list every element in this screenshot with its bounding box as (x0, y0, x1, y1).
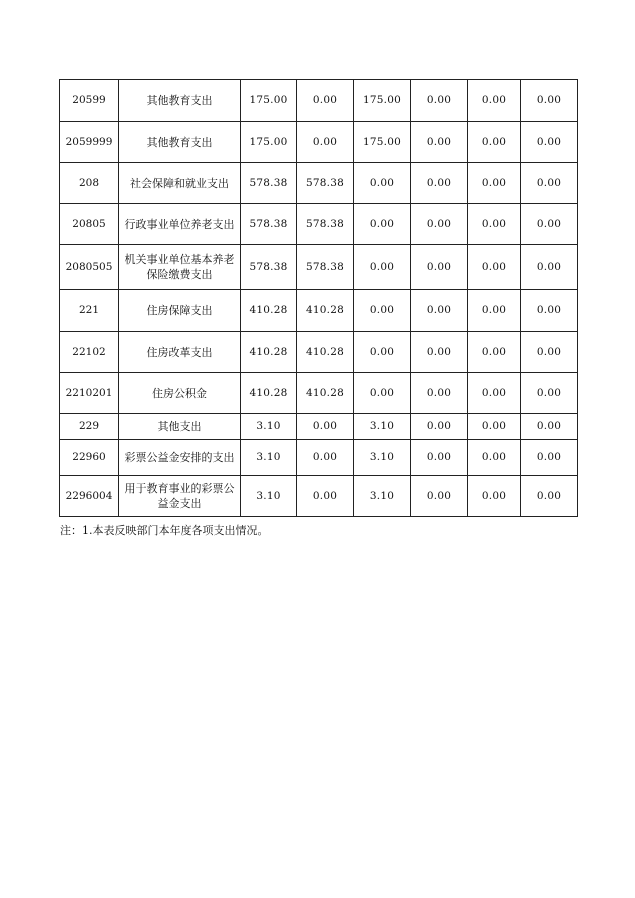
total-value: 410.28 (241, 332, 297, 373)
project-expenditure-value: 175.00 (354, 80, 411, 122)
value-col-6: 0.00 (521, 122, 578, 163)
subject-code: 20805 (60, 204, 119, 245)
total-value: 578.38 (241, 204, 297, 245)
total-value: 175.00 (241, 80, 297, 122)
value-col-5: 0.00 (468, 332, 521, 373)
subject-name: 用于教育事业的彩票公益金支出 (119, 476, 241, 517)
value-col-5: 0.00 (468, 122, 521, 163)
table-row (60, 414, 578, 440)
basic-expenditure-value: 0.00 (297, 414, 354, 440)
table-footnote: 注：1.本表反映部门本年度各项支出情况。 (60, 524, 269, 537)
subject-name: 其他支出 (119, 414, 241, 440)
project-expenditure-value: 3.10 (354, 440, 411, 476)
subject-code: 22102 (60, 332, 119, 373)
basic-expenditure-value: 0.00 (297, 476, 354, 517)
project-expenditure-value: 0.00 (354, 290, 411, 332)
total-value: 3.10 (241, 414, 297, 440)
expenditure-table (59, 79, 578, 517)
basic-expenditure-value: 410.28 (297, 290, 354, 332)
value-col-4: 0.00 (411, 476, 468, 517)
value-col-6: 0.00 (521, 245, 578, 290)
table-row (60, 163, 578, 204)
value-col-5: 0.00 (468, 204, 521, 245)
value-col-5: 0.00 (468, 476, 521, 517)
total-value: 3.10 (241, 476, 297, 517)
value-col-4: 0.00 (411, 332, 468, 373)
total-value: 410.28 (241, 373, 297, 414)
basic-expenditure-value: 578.38 (297, 204, 354, 245)
value-col-6: 0.00 (521, 414, 578, 440)
value-col-4: 0.00 (411, 163, 468, 204)
project-expenditure-value: 3.10 (354, 476, 411, 517)
value-col-6: 0.00 (521, 373, 578, 414)
basic-expenditure-value: 0.00 (297, 440, 354, 476)
value-col-4: 0.00 (411, 290, 468, 332)
total-value: 578.38 (241, 163, 297, 204)
value-col-6: 0.00 (521, 332, 578, 373)
subject-code: 221 (60, 290, 119, 332)
subject-name: 社会保障和就业支出 (119, 163, 241, 204)
project-expenditure-value: 0.00 (354, 245, 411, 290)
subject-name: 机关事业单位基本养老保险缴费支出 (119, 245, 241, 290)
subject-code: 208 (60, 163, 119, 204)
subject-code: 2210201 (60, 373, 119, 414)
basic-expenditure-value: 0.00 (297, 122, 354, 163)
subject-name: 住房公积金 (119, 373, 241, 414)
subject-name: 其他教育支出 (119, 80, 241, 122)
subject-name: 其他教育支出 (119, 122, 241, 163)
value-col-4: 0.00 (411, 80, 468, 122)
value-col-5: 0.00 (468, 414, 521, 440)
basic-expenditure-value: 410.28 (297, 373, 354, 414)
subject-name: 住房保障支出 (119, 290, 241, 332)
value-col-5: 0.00 (468, 440, 521, 476)
project-expenditure-value: 3.10 (354, 414, 411, 440)
table-row (60, 373, 578, 414)
subject-name: 彩票公益金安排的支出 (119, 440, 241, 476)
value-col-4: 0.00 (411, 122, 468, 163)
value-col-6: 0.00 (521, 476, 578, 517)
value-col-6: 0.00 (521, 163, 578, 204)
value-col-5: 0.00 (468, 163, 521, 204)
value-col-4: 0.00 (411, 204, 468, 245)
subject-code: 2059999 (60, 122, 119, 163)
project-expenditure-value: 0.00 (354, 163, 411, 204)
total-value: 175.00 (241, 122, 297, 163)
value-col-5: 0.00 (468, 290, 521, 332)
value-col-6: 0.00 (521, 290, 578, 332)
basic-expenditure-value: 578.38 (297, 245, 354, 290)
basic-expenditure-value: 0.00 (297, 80, 354, 122)
value-col-6: 0.00 (521, 440, 578, 476)
value-col-4: 0.00 (411, 414, 468, 440)
project-expenditure-value: 0.00 (354, 204, 411, 245)
subject-code: 22960 (60, 440, 119, 476)
table-row (60, 80, 578, 122)
subject-name: 住房改革支出 (119, 332, 241, 373)
value-col-5: 0.00 (468, 245, 521, 290)
table-row (60, 440, 578, 476)
value-col-6: 0.00 (521, 204, 578, 245)
subject-code: 2296004 (60, 476, 119, 517)
value-col-4: 0.00 (411, 245, 468, 290)
basic-expenditure-value: 410.28 (297, 332, 354, 373)
basic-expenditure-value: 578.38 (297, 163, 354, 204)
table-row (60, 122, 578, 163)
project-expenditure-value: 0.00 (354, 373, 411, 414)
table-body (60, 80, 578, 517)
total-value: 578.38 (241, 245, 297, 290)
subject-code: 229 (60, 414, 119, 440)
value-col-6: 0.00 (521, 80, 578, 122)
table-row (60, 476, 578, 517)
table-row (60, 290, 578, 332)
value-col-4: 0.00 (411, 440, 468, 476)
value-col-5: 0.00 (468, 373, 521, 414)
total-value: 3.10 (241, 440, 297, 476)
value-col-4: 0.00 (411, 373, 468, 414)
project-expenditure-value: 175.00 (354, 122, 411, 163)
project-expenditure-value: 0.00 (354, 332, 411, 373)
value-col-5: 0.00 (468, 80, 521, 122)
subject-name: 行政事业单位养老支出 (119, 204, 241, 245)
table-row (60, 332, 578, 373)
total-value: 410.28 (241, 290, 297, 332)
subject-code: 2080505 (60, 245, 119, 290)
table-row (60, 204, 578, 245)
table-row (60, 245, 578, 290)
subject-code: 20599 (60, 80, 119, 122)
